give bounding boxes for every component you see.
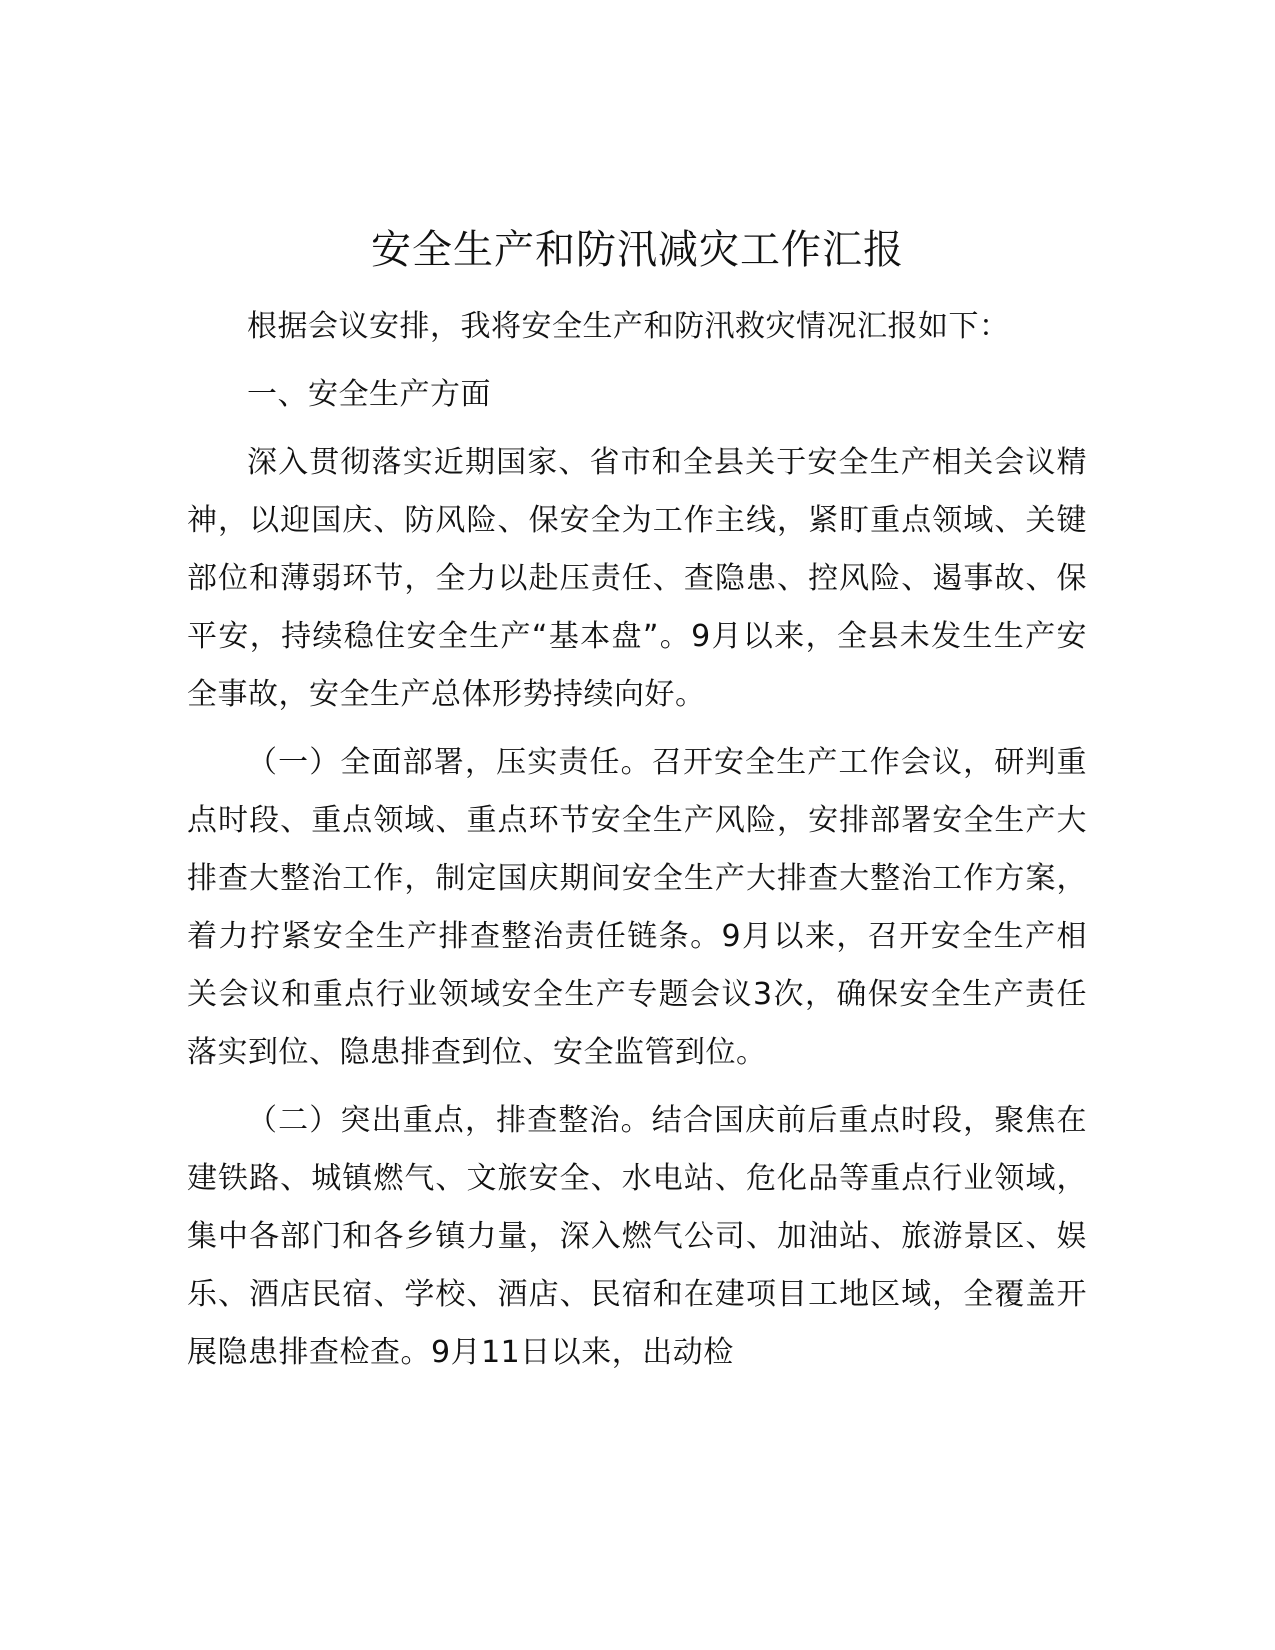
document-title: 安全生产和防汛减灾工作汇报 [371, 227, 904, 273]
safety-overview-paragraph: 深入贯彻落实近期国家、省市和全县关于安全生产相关会议精神，以迎国庆、防风险、保安全为工作主线，紧盯重点领域、关键部位和薄弱环节，全力以赴压责任、查隐患、控风险、遏事故、保平安，持续稳住安全生产“基本盘”。9月以来，全县未发生生产安全事故，安全生产总体形势持续向好。 [187, 445, 1087, 712]
subsection-2-paragraph: （二）突出重点，排查整治。结合国庆前后重点时段，聚焦在建铁路、城镇燃气、文旅安全、水电站、危化品等重点行业领域，集中各部门和各乡镇力量，深入燃气公司、加油站、旅游景区、娱乐、酒店民宿、学校、酒店、民宿和在建项目工地区域，全覆盖开展隐患排查检查。9月11日以来，出动检 [187, 1103, 1087, 1370]
section-heading-safety-production: 一、安全生产方面 [247, 377, 491, 412]
document-body [187, 298, 1087, 1392]
subsection-1-paragraph: （一）全面部署，压实责任。召开安全生产工作会议，研判重点时段、重点领域、重点环节安全生产风险，安排部署安全生产大排查大整治工作，制定国庆期间安全生产大排查大整治工作方案，着力拧紧安全生产排查整治责任链条。9月以来，召开安全生产相关会议和重点行业领域安全生产专题会议3次，确保安全生产责任落实到位、隐患排查到位、安全监管到位。 [187, 745, 1087, 1070]
intro-paragraph: 根据会议安排，我将安全生产和防汛救灾情况汇报如下： [247, 309, 1010, 344]
